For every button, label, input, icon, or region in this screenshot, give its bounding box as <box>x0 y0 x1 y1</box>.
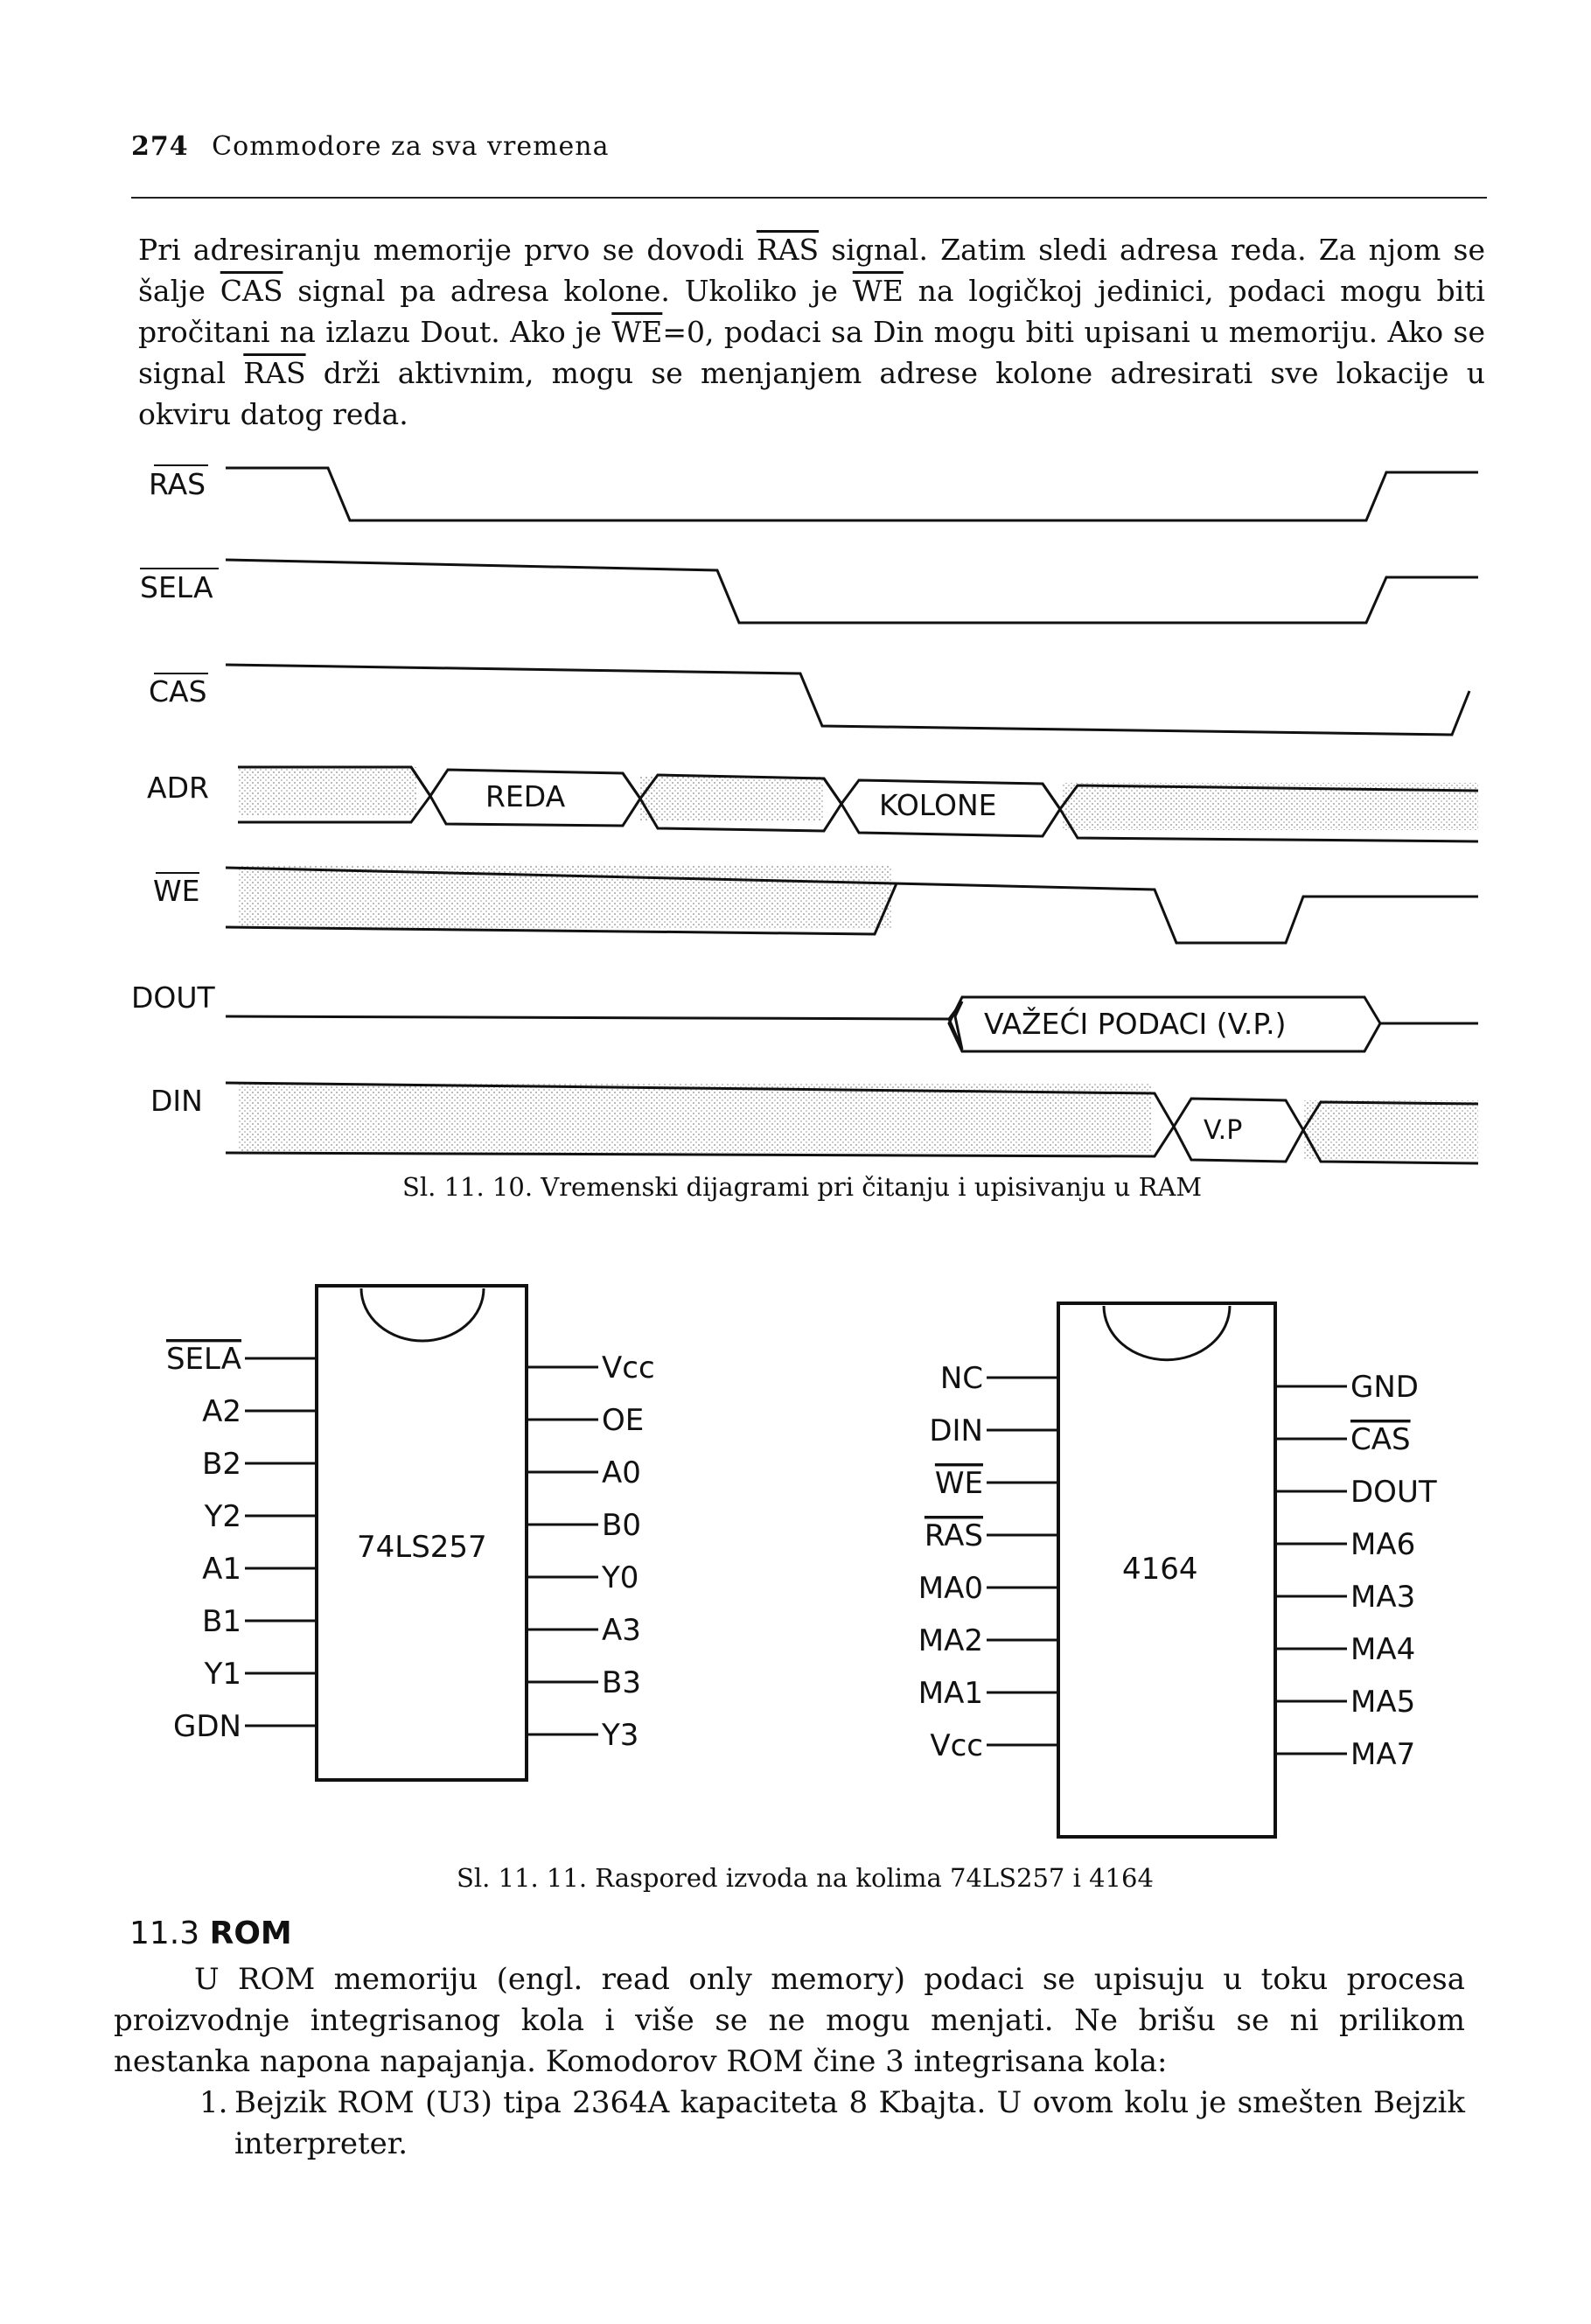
section-heading <box>129 1916 292 1951</box>
pin-label-right: GND <box>1350 1370 1419 1405</box>
pin-label-left: MA2 <box>918 1623 983 1658</box>
pin-label-left: Y2 <box>204 1499 241 1534</box>
running-title: Commodore za sva vremena <box>212 131 610 162</box>
chip-4164 <box>918 1303 1437 1837</box>
chip1-name: 74LS257 <box>357 1530 487 1565</box>
adr-col-label: KOLONE <box>879 788 997 822</box>
pin-label-left: A2 <box>202 1394 241 1429</box>
dout-valid-label: VAŽEĆI PODACI (V.P.) <box>984 1007 1287 1041</box>
pin-label-right: MA4 <box>1350 1632 1416 1667</box>
text-segment: =0, podaci sa Din mogu biti upisani u memoriju. Ako se signal <box>138 315 1485 390</box>
pin-label-right: MA7 <box>1350 1737 1416 1772</box>
pin-label-right: OE <box>602 1403 645 1438</box>
pin-label-left: RAS <box>924 1518 983 1553</box>
cas-label: CAS <box>149 674 207 708</box>
text-segment: signal pa adresa kolone. Ukoliko je <box>283 274 853 308</box>
adr-row-label: REDA <box>485 779 566 813</box>
pin-label-left: NC <box>939 1361 983 1396</box>
list-item <box>114 2083 1465 2165</box>
pin-label-right: A0 <box>602 1455 641 1490</box>
pin-label-left: Y1 <box>204 1657 241 1692</box>
list-number: 1. <box>199 2085 228 2120</box>
pin-label-left: WE <box>934 1466 983 1501</box>
overlined-signal: $\overline{WE}$ <box>611 315 663 349</box>
pin-label-right: A3 <box>602 1613 641 1648</box>
text-segment: drži aktivnim, mogu se menjanjem adrese kolone adresirati sve lokacije u okviru datog reda. <box>138 356 1485 431</box>
adr-bus <box>238 767 1478 841</box>
text-segment: na logičkoj jedinici, podaci mogu biti pročitani na izlazu Dout. Ako je <box>138 274 1485 349</box>
text-segment: signal. Zatim sledi adresa reda. Za njom se šalje <box>138 233 1485 308</box>
page-number: 274 <box>131 131 189 162</box>
ras-waveform <box>226 468 1478 520</box>
pin-label-left: SELA <box>165 1342 241 1377</box>
pin-label-right: B3 <box>602 1665 641 1700</box>
section-number: 11.3 <box>129 1916 200 1951</box>
rom-section <box>114 1959 1465 2165</box>
list-text: Bejzik ROM (U3) tipa 2364A kapaciteta 8 Kbajta. U ovom kolu je smešten Bejzik interpreter. <box>234 2085 1465 2161</box>
section-title: ROM <box>209 1916 292 1951</box>
din-label: DIN <box>150 1084 203 1118</box>
din-waveform <box>226 1083 1478 1163</box>
pin-label-left: Vcc <box>930 1728 983 1763</box>
we-label: WE <box>153 874 200 908</box>
pin-label-left: B1 <box>202 1604 241 1639</box>
text-segment: Pri adresiranju memorije prvo se dovodi <box>138 233 757 267</box>
chip2-name: 4164 <box>1122 1552 1198 1587</box>
overlined-signal: $\overline{WE}$ <box>852 274 904 308</box>
chip-74ls257 <box>166 1286 655 1780</box>
adr-label: ADR <box>147 771 209 805</box>
overlined-signal: $\overline{RAS}$ <box>243 356 306 390</box>
pin-label-left: DIN <box>929 1413 983 1448</box>
pin-label-left: MA0 <box>918 1571 983 1606</box>
pin-label-right: Vcc <box>602 1350 655 1385</box>
pin-label-right: B0 <box>602 1508 641 1543</box>
timing-caption: Sl. 11. 10. Vremenski dijagrami pri čitanju i upisivanju u RAM <box>402 1172 1203 1202</box>
overlined-signal: $\overline{RAS}$ <box>756 233 820 267</box>
pin-label-left: A1 <box>202 1552 241 1587</box>
pin-label-right: MA3 <box>1350 1580 1416 1615</box>
we-waveform <box>226 866 1478 943</box>
timing-diagram <box>226 468 1478 1163</box>
pin-label-left: MA1 <box>918 1676 983 1711</box>
sela-label: SELA <box>140 570 213 604</box>
cas-waveform <box>226 665 1469 735</box>
overlined-signal: $\overline{CAS}$ <box>220 274 283 308</box>
pin-label-left: B2 <box>202 1447 241 1482</box>
pin-label-right: CAS <box>1350 1422 1411 1457</box>
rom-list <box>114 2083 1465 2165</box>
pin-label-right: DOUT <box>1350 1475 1437 1510</box>
pin-label-right: Y0 <box>602 1560 639 1595</box>
din-valid-label: V.P <box>1204 1115 1243 1146</box>
rom-paragraph: U ROM memoriju (engl. read only memory) podaci se upisuju u toku procesa proizvodnje integrisanog kola i više se ne mogu menjati. Ne brišu se ni prilikom nestanka napona napajanja. Komodorov ROM čine 3 integrisana kola: <box>114 1962 1465 2079</box>
pin-label-right: Y3 <box>602 1718 639 1753</box>
ras-label: RAS <box>149 467 206 501</box>
pin-label-right: MA6 <box>1350 1527 1416 1562</box>
dout-label: DOUT <box>131 981 215 1015</box>
sela-waveform <box>226 560 1478 623</box>
pin-label-left: GDN <box>173 1709 241 1744</box>
pin-label-right: MA5 <box>1350 1685 1416 1720</box>
pinout-caption: Sl. 11. 11. Raspored izvoda na kolima 74LS257 i 4164 <box>457 1863 1154 1893</box>
dout-waveform <box>226 997 1478 1051</box>
